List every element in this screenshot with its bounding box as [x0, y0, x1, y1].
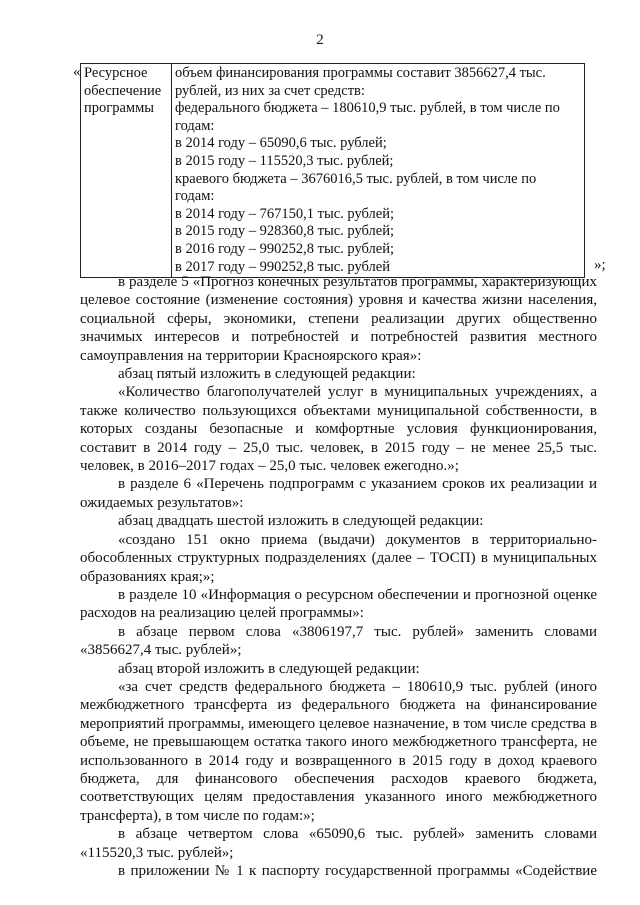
cell-line: в 2015 году – 115520,3 тыс. рублей; [175, 152, 394, 169]
cell-line: в 2017 году – 990252,8 тыс. рублей [175, 258, 390, 275]
paragraph: в абзаце первом слова «3806197,7 тыс. рублей» заменить словами «3856627,4 тыс. рублей»; [80, 623, 597, 659]
cell-line: в 2014 году – 65090,6 тыс. рублей; [175, 135, 387, 152]
paragraph: в абзаце четвертом слова «65090,6 тыс. рублей» заменить словами «115520,3 тыс. рублей»; [80, 826, 597, 861]
cell-line: Ресурсное [84, 65, 148, 81]
cell-line: краевого бюджета – 3676016,5 тыс. рублей, в том числе по [175, 170, 537, 187]
cell-line: федерального бюджета – 180610,9 тыс. рублей, в том числе по [175, 100, 560, 117]
paragraph: в приложении № 1 к паспорту государственной программы «Содействие [118, 863, 597, 879]
resource-table-block [73, 63, 606, 275]
paragraph: «за счет средств федерального бюджета – 180610,9 тыс. рублей (иного межбюджетного трансферта из федерального бюджета на финансирование мероприятий программы, имеющего целевое назначение, в том числе средства в объеме, не превышающем остатка такого иного межбюджетного трансферта, не использованного в 2014 году и возвращенного в 2015 году в доход краевого бюджета, для финансового обеспечения расходов краевого бюджета, соответствующих целям предоставления указанного иного межбюджетного трансферта), в том числе по годам:»; [80, 678, 597, 824]
paragraph: абзац двадцать шестой изложить в следующей редакции: [118, 513, 484, 530]
cell-line: в 2014 году – 767150,1 тыс. рублей; [175, 205, 395, 222]
paragraph: в разделе 6 «Перечень подпрограмм с указанием сроков их реализации и ожидаемых результатов»: [80, 476, 597, 511]
resource-table [80, 63, 585, 278]
table-open-quote: « [73, 64, 81, 80]
cell-line: годам: [175, 117, 215, 134]
cell-line: объем финансирования программы составит 3856627,4 тыс. [175, 65, 546, 81]
cell-line: рублей, из них за счет средств: [175, 82, 365, 99]
page-number: 2 [316, 32, 324, 48]
paragraph: абзац пятый изложить в следующей редакции: [118, 366, 416, 383]
table-close-quote: »; [594, 257, 606, 273]
cell-line: в 2015 году – 928360,8 тыс. рублей; [175, 223, 395, 240]
cell-line: программы [84, 100, 154, 117]
paragraph: абзац второй изложить в следующей редакции: [118, 660, 420, 677]
cell-line: обеспечение [84, 82, 162, 99]
resource-value-cell [172, 64, 585, 278]
body-text [80, 273, 597, 880]
resource-label-cell [81, 64, 172, 278]
paragraph: в разделе 5 «Прогноз конечных результатов программы, характеризующих целевое состояние (изменение состояния) уровня и качества жизни населения, социальной сферы, экономики, степени реализации других общественно значимых интересов и потребностей и потребностей развития местного самоуправления на территории Красноярского края»: [80, 274, 597, 364]
paragraph: «создано 151 окно приема (выдачи) документов в территориально-обособленных структурных подразделениях (далее – ТОСП) в муниципальных образованиях края;»; [80, 531, 597, 585]
cell-line: в 2016 году – 990252,8 тыс. рублей; [175, 240, 395, 257]
paragraph: «Количество благополучателей услуг в муниципальных учреждениях, а также количество пользующихся объектами муниципальной собственности, в которых созданы безопасные и комфортные условия функционирования, составит в 2014 году – 25,0 тыс. человек, в 2015 году – не менее 25,5 тыс. человек, в 2016–2017 годах – 25,0 тыс. человек ежегодно.»; [80, 384, 597, 475]
paragraph: в разделе 10 «Информация о ресурсном обеспечении и прогнозной оценке расходов на реализацию целей программы»: [80, 586, 597, 622]
cell-line: годам: [175, 188, 215, 205]
